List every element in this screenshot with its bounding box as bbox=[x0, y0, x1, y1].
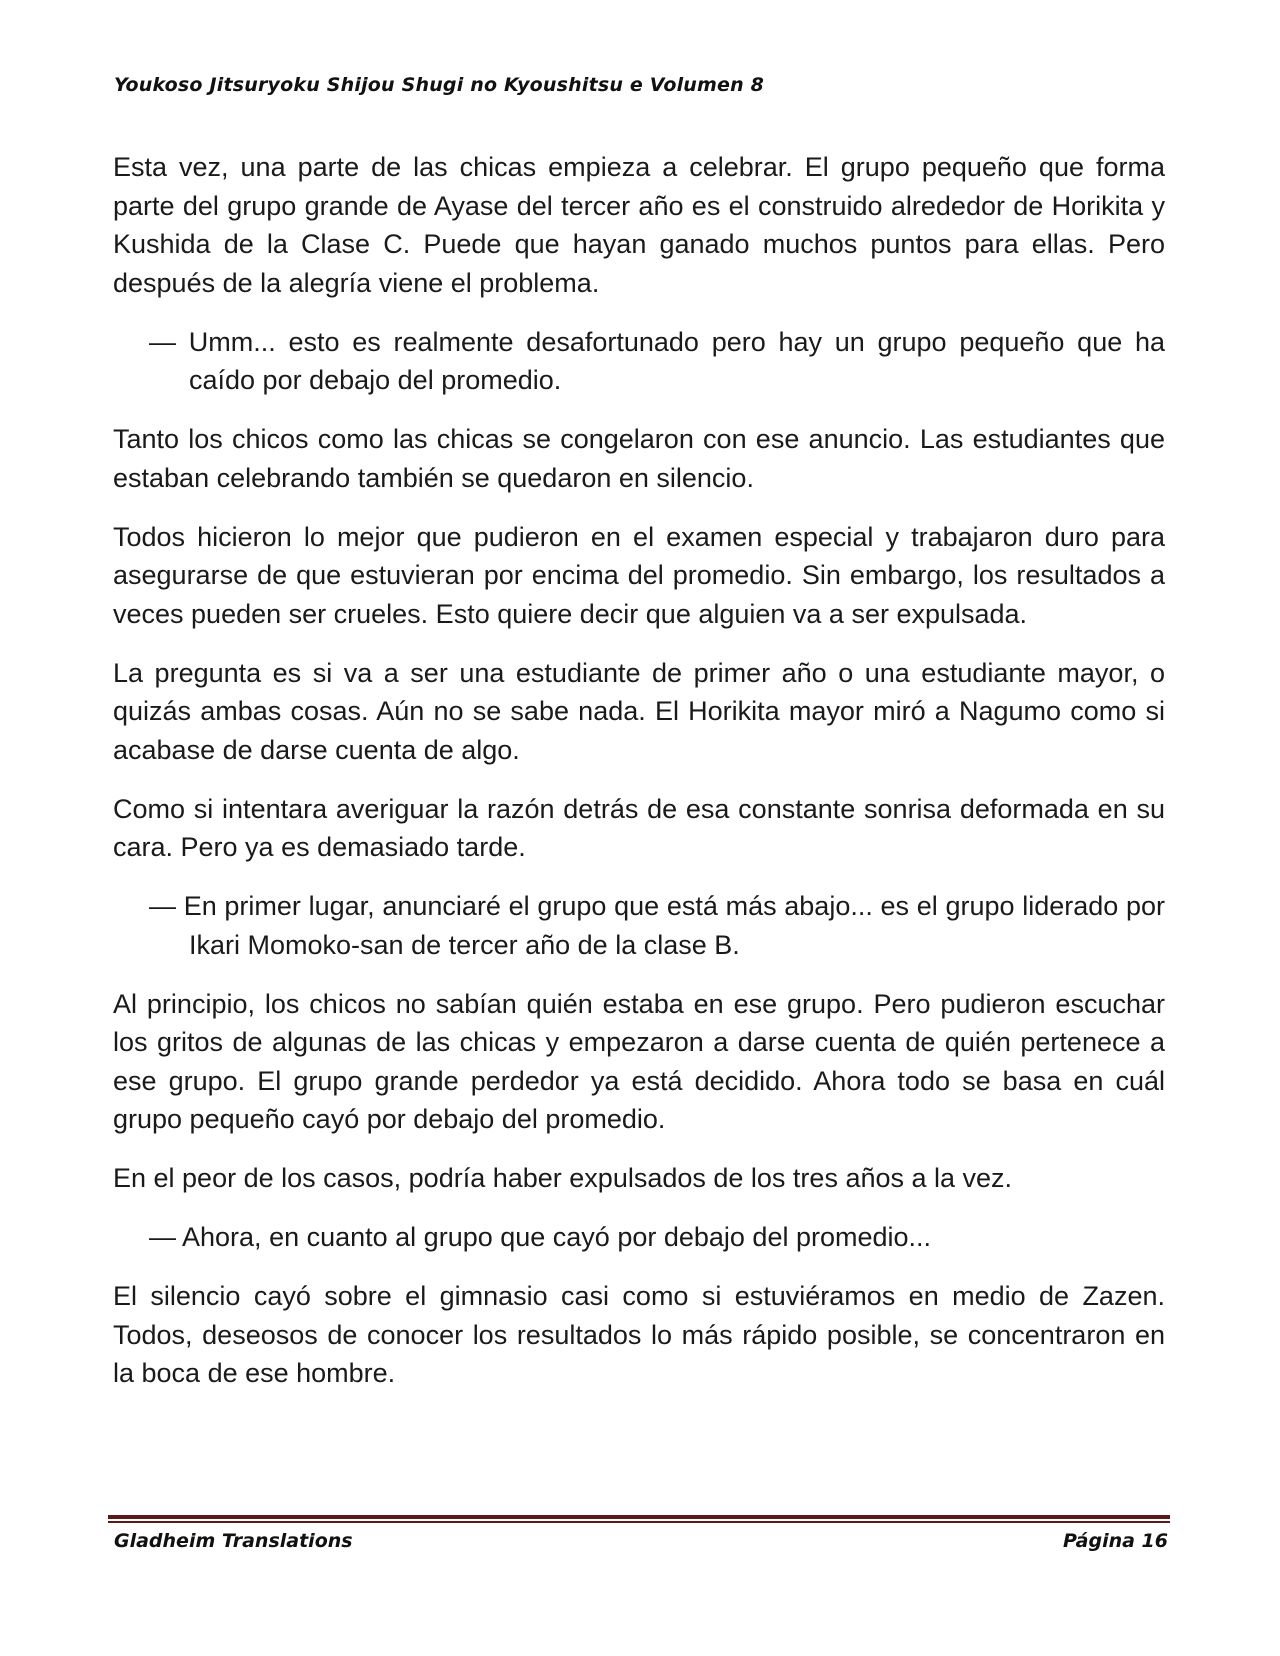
footer-divider bbox=[108, 1515, 1170, 1523]
footer-credit: Gladheim Translations bbox=[114, 1530, 353, 1552]
paragraph: En el peor de los casos, podría haber expulsados de los tres años a la vez. bbox=[113, 1163, 1013, 1193]
footer-divider-thick bbox=[108, 1515, 1170, 1519]
paragraph: Todos hicieron lo mejor que pudieron en el examen especial y trabajaron duro para asegurarse de que estuvieran por encima del promedio. Sin embargo, los resultados a veces pueden ser crueles. Esto quiere decir que alguien va a ser expulsada. bbox=[113, 521, 1165, 629]
paragraph: Como si intentara averiguar la razón detrás de esa constante sonrisa deformada en su cara. Pero ya es demasiado tarde. bbox=[113, 793, 1165, 862]
paragraph: Al principio, los chicos no sabían quién estaba en ese grupo. Pero pudieron escuchar los gritos de algunas de las chicas y empezaron a darse cuenta de quién pertenece a ese grupo. El grupo grande perdedor ya está decidido. Ahora todo se basa en cuál grupo pequeño cayó por debajo del promedio. bbox=[113, 988, 1165, 1134]
dialogue-line: — En primer lugar, anunciaré el grupo que está más abajo... es el grupo liderado por Ikari Momoko-san de tercer año de la clase B. bbox=[149, 891, 1165, 960]
page-number: Página 16 bbox=[1062, 1530, 1168, 1552]
paragraph: Esta vez, una parte de las chicas empieza a celebrar. El grupo pequeño que forma parte del grupo grande de Ayase del tercer año es el construido alrededor de Horikita y Kushida de la Clase C. Puede que hayan ganado muchos puntos para ellas. Pero después de la alegría viene el problema. bbox=[113, 152, 1165, 298]
body-text bbox=[113, 148, 1165, 1413]
dialogue-line: — Umm... esto es realmente desafortunado pero hay un grupo pequeño que ha caído por debajo del promedio. bbox=[149, 326, 1165, 395]
paragraph: El silencio cayó sobre el gimnasio casi como si estuviéramos en medio de Zazen. Todos, deseosos de conocer los resultados lo más rápido posible, se concentraron en la boca de ese hombre. bbox=[113, 1281, 1165, 1388]
footer-divider-thin bbox=[108, 1521, 1170, 1523]
running-header: Youkoso Jitsuryoku Shijou Shugi no Kyoushitsu e Volumen 8 bbox=[114, 74, 765, 96]
paragraph: La pregunta es si va a ser una estudiante de primer año o una estudiante mayor, o quizás ambas cosas. Aún no se sabe nada. El Horikita mayor miró a Nagumo como si acabase de darse cuenta de algo. bbox=[113, 657, 1165, 765]
paragraph: Tanto los chicos como las chicas se congelaron con ese anuncio. Las estudiantes que estaban celebrando también se quedaron en silencio. bbox=[113, 424, 1165, 493]
dialogue-line: — Ahora, en cuanto al grupo que cayó por debajo del promedio... bbox=[149, 1222, 932, 1252]
